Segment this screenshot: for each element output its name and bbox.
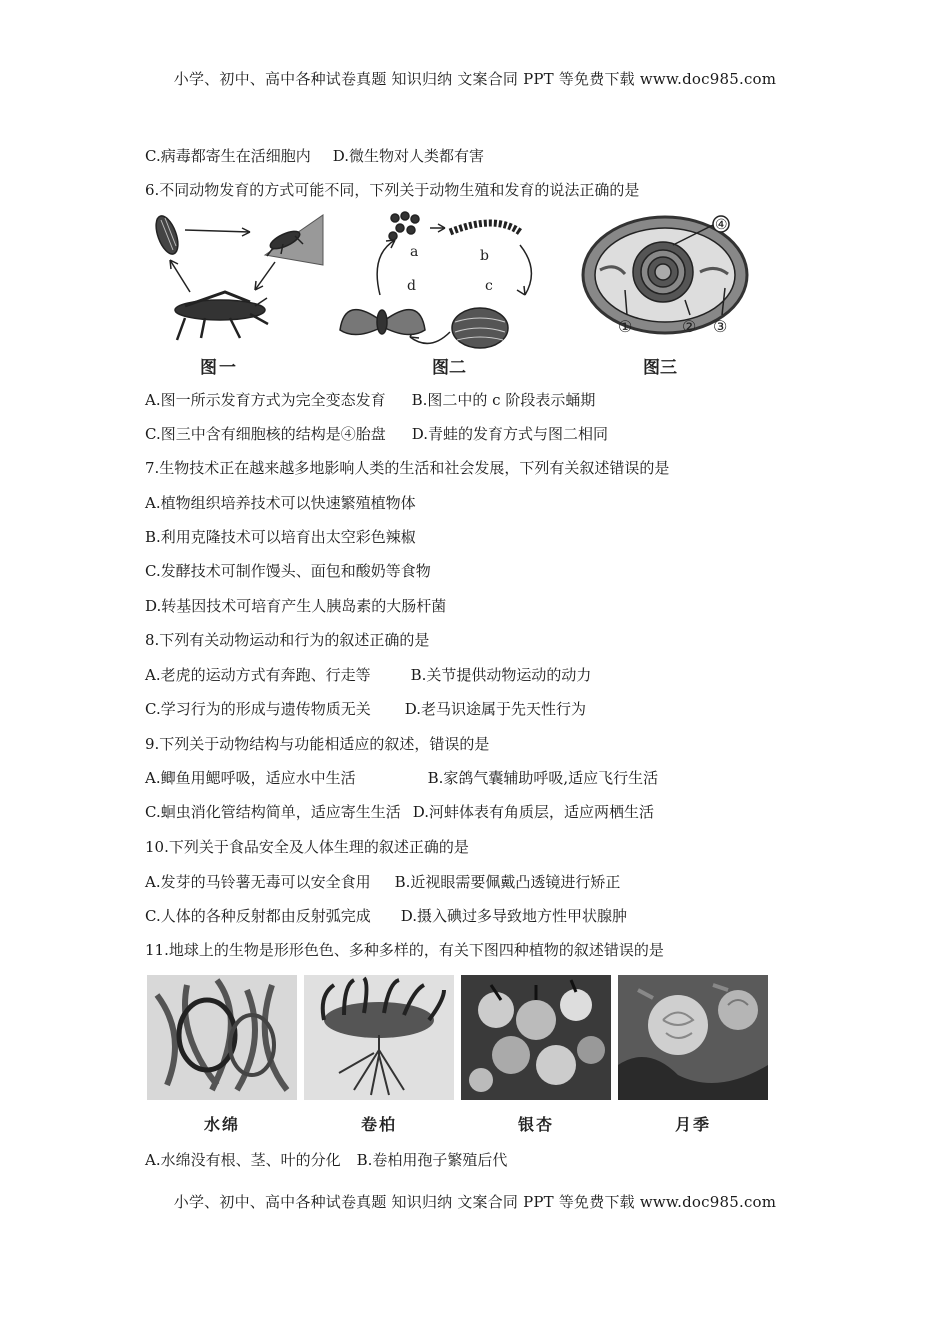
photo-selaginella: [304, 975, 454, 1100]
q10-options-ab: [145, 872, 620, 892]
q8-option-b: B.关节提供动物运动的动力: [410, 666, 592, 684]
q10-option-a: A.发芽的马铃薯无毒可以安全食用: [145, 873, 371, 891]
q8-options-ab: [145, 665, 591, 685]
nymph-icon: [265, 215, 323, 265]
q9-stem: 9.下列关于动物结构与功能相适应的叙述，错误的是: [145, 735, 490, 753]
q6-option-d: D.青蛙的发育方式与图二相同: [411, 425, 608, 443]
label-c: c: [485, 278, 493, 294]
q9-options-cd: [145, 802, 654, 822]
q10-stem: 10.下列关于食品安全及人体生理的叙述正确的是: [145, 838, 469, 856]
q11-plant-figure: [147, 975, 771, 1140]
q6-stem: 6.不同动物发育的方式可能不同，下列关于动物生殖和发育的说法正确的是: [145, 181, 640, 199]
q5-options-cd: [145, 146, 484, 166]
q8-stem: 8.下列有关动物运动和行为的叙述正确的是: [145, 631, 430, 649]
photo-spirogyra: [147, 975, 297, 1100]
q8-option-a: A.老虎的运动方式有奔跑、行走等: [145, 666, 371, 684]
label-n4: ④: [715, 217, 728, 233]
q11-stem: 11.地球上的生物是形形色色、多种多样的，有关下图四种植物的叙述错误的是: [145, 941, 664, 959]
q6-figure: [145, 210, 755, 380]
fig3-caption: 图三: [643, 358, 677, 378]
q11-option-a: A.水绵没有根、茎、叶的分化: [145, 1151, 341, 1169]
fig1-cycle: [152, 213, 323, 340]
photo-rose: [618, 975, 768, 1100]
q6-figure-svg: [145, 210, 755, 380]
q9-options-ab: [145, 768, 658, 788]
q8-option-c: C.学习行为的形成与遗传物质无关: [145, 700, 371, 718]
q6-options-ab: [145, 390, 595, 410]
q9-option-a: A.鲫鱼用鳃呼吸，适应水中生活: [145, 769, 356, 787]
q8-option-d: D.老马识途属于先天性行为: [404, 700, 586, 718]
label-a: a: [410, 244, 419, 260]
q6-option-b: B.图二中的 c 阶段表示蛹期: [411, 391, 596, 409]
fig1-caption: 图一: [200, 358, 238, 378]
silkworm-eggs-icon: [389, 212, 419, 240]
label-d: d: [407, 278, 416, 294]
q11-options-ab: [145, 1150, 507, 1170]
pupa-icon: [452, 308, 508, 348]
q10-option-b: B.近视眼需要佩戴凸透镜进行矫正: [394, 873, 621, 891]
egg-icon: [152, 213, 183, 257]
photo-ginkgo: [461, 975, 611, 1100]
q7-option-d: D.转基因技术可培育产生人胰岛素的大肠杆菌: [145, 597, 447, 615]
q11-option-b: B.卷柏用孢子繁殖后代: [356, 1151, 508, 1169]
q9-option-b: B.家鸽气囊辅助呼吸,适应飞行生活: [427, 769, 659, 787]
page-footer: 小学、初中、高中各种试卷真题 知识归纳 文案合同 PPT 等免费下载 www.doc985.com: [173, 1193, 777, 1211]
q7-stem: 7.生物技术正在越来越多地影响人类的生活和社会发展，下列有关叙述错误的是: [145, 459, 670, 477]
q5-option-c: C.病毒都寄生在活细胞内: [145, 147, 311, 165]
q10-option-c: C.人体的各种反射都由反射弧完成: [145, 907, 371, 925]
label-n2: ②: [682, 317, 697, 336]
q6-option-a: A.图一所示发育方式为完全变态发育: [145, 391, 386, 409]
grasshopper-icon: [175, 292, 268, 340]
label-b: b: [480, 248, 489, 264]
caption-ginkgo: 银杏: [517, 1115, 554, 1134]
label-n3: ③: [713, 317, 728, 336]
caption-selaginella: 卷柏: [360, 1115, 397, 1134]
page-header: 小学、初中、高中各种试卷真题 知识归纳 文案合同 PPT 等免费下载 www.doc985.com: [173, 70, 777, 88]
q9-option-d: D.河蚌体表有角质层，适应两栖生活: [412, 803, 654, 821]
fig3-egg: [583, 216, 747, 333]
fig2-cycle: [340, 212, 531, 348]
q6-option-c: C.图三中含有细胞核的结构是④胎盘: [145, 425, 386, 443]
q7-option-a: A.植物组织培养技术可以快速繁殖植物体: [145, 494, 416, 512]
label-n1: ①: [618, 317, 633, 336]
q6-options-cd: [145, 424, 608, 444]
q10-option-d: D.摄入碘过多导致地方性甲状腺肿: [400, 907, 627, 925]
q5-option-d: D.微生物对人类都有害: [332, 147, 484, 165]
q10-options-cd: [145, 906, 627, 926]
caption-spirogyra: 水绵: [203, 1115, 240, 1134]
q8-options-cd: [145, 699, 586, 719]
moth-icon: [340, 310, 425, 335]
q7-option-b: B.利用克隆技术可以培育出太空彩色辣椒: [145, 528, 416, 546]
fig2-caption: 图二: [432, 358, 466, 378]
q7-option-c: C.发酵技术可制作馒头、面包和酸奶等食物: [145, 562, 431, 580]
q9-option-c: C.蛔虫消化管结构简单，适应寄生生活: [145, 803, 401, 821]
larva-icon: [450, 223, 520, 232]
caption-rose: 月季: [674, 1115, 711, 1134]
